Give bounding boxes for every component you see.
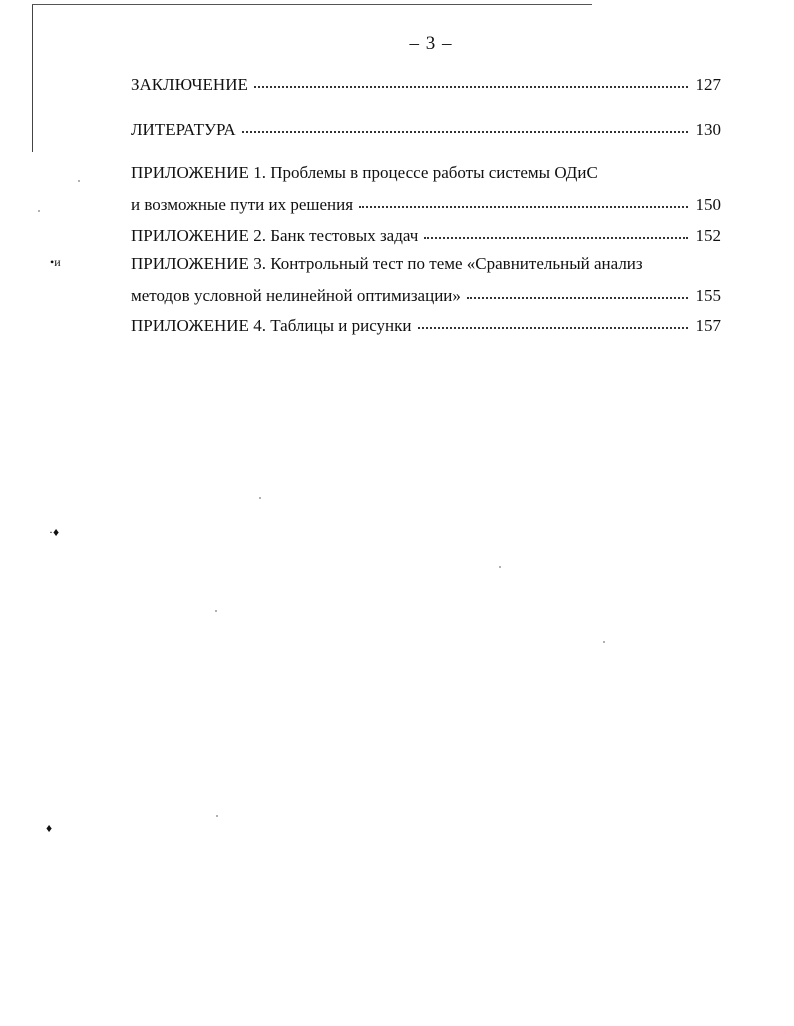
- toc-entry-title-line: ПРИЛОЖЕНИЕ 3. Контрольный тест по теме «Сравнительный анализ: [131, 254, 643, 273]
- dot-leader: [254, 70, 688, 88]
- page-number: – 3 –: [409, 33, 453, 54]
- scan-speck: [499, 566, 501, 568]
- dot-leader: [242, 115, 688, 133]
- toc-row: [131, 72, 721, 96]
- scan-speck: [215, 610, 217, 612]
- toc-entry-title-continuation: и возможные пути их решения: [131, 195, 354, 214]
- scan-speck: [259, 497, 261, 499]
- scan-speck: [216, 815, 218, 817]
- scan-mark: •ᴎ: [50, 255, 61, 269]
- toc-row: [131, 223, 721, 247]
- dot-leader: [359, 190, 687, 208]
- toc-entry-title-continuation: методов условной нелинейной оптимизации»: [131, 286, 461, 305]
- toc-entry-conclusion: [131, 72, 721, 96]
- toc-entry-title: ЗАКЛЮЧЕНИЕ: [131, 75, 248, 94]
- scan-speck: [38, 210, 40, 212]
- toc-entry-appendix-1: [131, 162, 721, 216]
- dot-leader: [467, 281, 688, 299]
- toc-entry-title: ПРИЛОЖЕНИЕ 2. Банк тестовых задач: [131, 226, 419, 245]
- toc-page-number: 152: [695, 226, 721, 245]
- toc-page-number: 155: [695, 286, 721, 305]
- dot-leader: [418, 311, 688, 329]
- scan-mark: ♦: [46, 821, 53, 835]
- toc-entry-title: ЛИТЕРАТУРА: [131, 120, 236, 139]
- toc-entry-appendix-4: [131, 313, 721, 337]
- toc-entry-appendix-2: [131, 223, 721, 247]
- toc-page-number: 157: [695, 316, 721, 335]
- scan-mark: ·♦: [49, 525, 60, 539]
- toc-page-number: 130: [695, 120, 721, 139]
- toc-page-number: 127: [695, 75, 721, 94]
- toc-page-number: 150: [695, 195, 721, 214]
- toc-row: [131, 117, 721, 141]
- scan-speck: [603, 641, 605, 643]
- toc-entry-title-line: ПРИЛОЖЕНИЕ 1. Проблемы в процессе работы системы ОДиС: [131, 163, 598, 182]
- toc-entry-title: ПРИЛОЖЕНИЕ 4. Таблицы и рисунки: [131, 316, 412, 335]
- scan-edge-left: [32, 4, 33, 152]
- toc-entry-appendix-3: [131, 253, 721, 307]
- scan-edge-top: [32, 4, 592, 5]
- toc-row: [131, 313, 721, 337]
- toc-entry-literature: [131, 117, 721, 141]
- toc-row: [131, 192, 721, 216]
- toc-row: [131, 283, 721, 307]
- dot-leader: [424, 221, 687, 239]
- scan-speck: [78, 180, 80, 182]
